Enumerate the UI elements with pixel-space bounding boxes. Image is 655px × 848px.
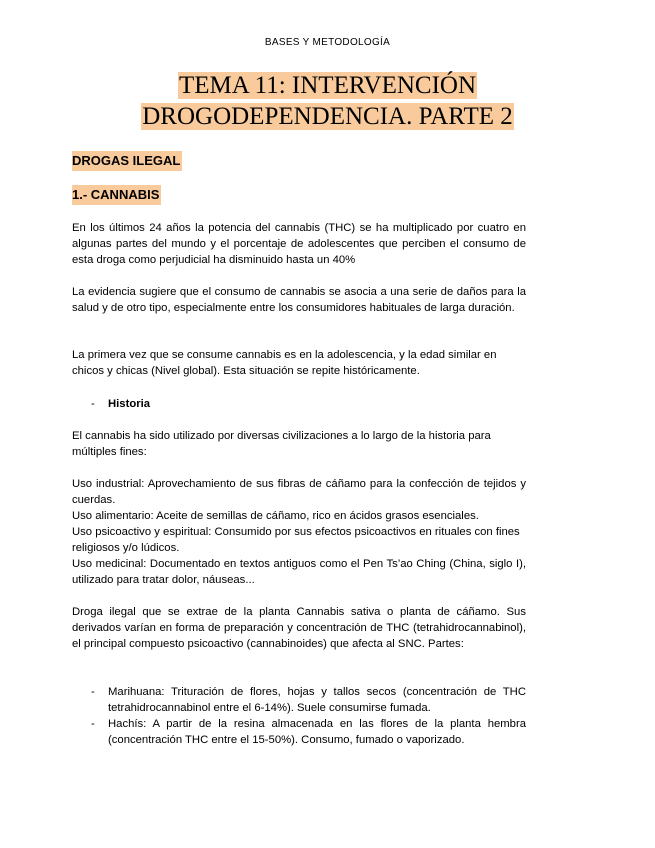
use-psicoactivo: Uso psicoactivo y espiritual: Consumido por sus efectos psicoactivos en rituales con fines religiosos y/o lúdicos. (72, 526, 520, 554)
page-header: BASES Y METODOLOGÍA (264, 37, 391, 48)
historia-bullet: - (91, 398, 95, 410)
page-title (0, 70, 655, 132)
hachis-text: Hachís: A partir de la resina almacenada en las flores de la planta hembra (concentración THC entre el 15-50%). Consumo, fumado o vaporizado. (108, 718, 526, 746)
paragraph-evidencia: La evidencia sugiere que el consumo de cannabis se asocia a una serie de daños para la salud y de otro tipo, especialmente entre los consumidores habituales de larga duración. (72, 286, 526, 314)
use-alimentario: Uso alimentario: Aceite de semillas de cáñamo, rico en ácidos grasos esenciales. (72, 510, 479, 522)
section-heading-cannabis: 1.- CANNABIS (72, 185, 161, 205)
section-heading-drogas-ilegal: DROGAS ILEGAL (72, 151, 182, 171)
paragraph-potencia: En los últimos 24 años la potencia del cannabis (THC) se ha multiplicado por cuatro en algunas partes del mundo y el porcentaje de adolescentes que perciben el consumo de esta droga como perjudicial ha disminuido hasta un 40% (72, 222, 526, 266)
hachis-bullet: - (91, 718, 95, 730)
use-medicinal: Uso medicinal: Documentado en textos antiguos como el Pen Ts’ao Ching (China, siglo I), utilizado para tratar dolor, náuseas... (72, 558, 526, 586)
historia-label: Historia (108, 398, 151, 410)
title-line-2: DROGODEPENDENCIA. PARTE 2 (142, 103, 513, 130)
paragraph-droga-ilegal: Droga ilegal que se extrae de la planta Cannabis sativa o planta de cáñamo. Sus derivados varían en forma de preparación y concentración de THC (tetrahidrocannabinol), el principal compuesto psicoactivo (cannabinoides) que afecta al SNC. Partes: (72, 606, 526, 650)
paragraph-civilizaciones: El cannabis ha sido utilizado por diversas civilizaciones a lo largo de la historia para múltiples fines: (72, 430, 491, 458)
use-industrial: Uso industrial: Aprovechamiento de sus fibras de cáñamo para la confección de tejidos y cuerdas. (72, 478, 526, 506)
marihuana-text: Marihuana: Trituración de flores, hojas y tallos secos (concentración de THC tetrahidrocannabinol entre el 6-14%). Suele consumirse fumada. (108, 686, 526, 714)
marihuana-bullet: - (91, 686, 95, 698)
paragraph-adolescencia: La primera vez que se consume cannabis es en la adolescencia, y la edad similar en chicos y chicas (Nivel global). Esta situación se repite históricamente. (72, 349, 497, 377)
title-line-1: TEMA 11: INTERVENCIÓN (178, 72, 477, 99)
